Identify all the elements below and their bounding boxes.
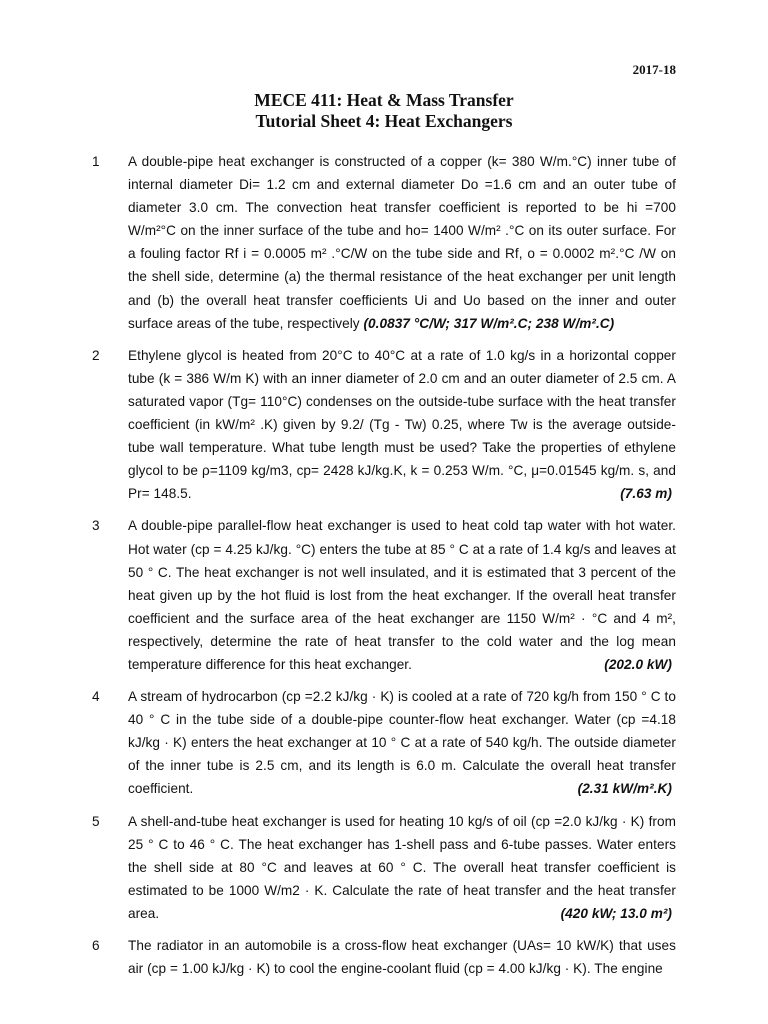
problem-number: 3 [92,518,100,534]
problem-answer: (202.0 kW) [604,656,672,672]
problem-number: 2 [92,347,100,363]
problem-text: A shell-and-tube heat exchanger is used for heating 10 kg/s of oil (cp =2.0 kJ/kg · K) from 25 ° C to 46 ° C. The heat exchanger has 1-shell pass and 6-tube passes. Water enters the shell side at 80 °C and leaves at 60 ° C. The overall heat transfer coefficient is estimated to be 1000 W/m2 · K. Calculate the rate of heat transfer and the heat transfer area. [128,813,676,921]
problem-answer: (7.63 m) [620,486,672,502]
problem-list [92,150,676,989]
document-title [0,90,768,132]
course-title: MECE 411: Heat & Mass Transfer [254,90,514,110]
problem-1 [92,150,676,335]
problem-4 [92,685,676,800]
problem-text: A stream of hydrocarbon (cp =2.2 kJ/kg · K) is cooled at a rate of 720 kg/h from 150 ° C to 40 ° C in the tube side of a double-pipe counter-flow heat exchanger. Water (cp =4.18 kJ/kg · K) enters the heat exchanger at 10 ° C at a rate of 540 kg/h. The outside diameter of the inner tube is 2.5 cm, and its length is 6.0 m. Calculate the overall heat transfer coefficient. [128,689,676,797]
problem-2 [92,344,676,506]
problem-text: The radiator in an automobile is a cross-flow heat exchanger (UAs= 10 kW/K) that uses air (cp = 1.00 kJ/kg · K) to cool the engine-coolant fluid (cp = 4.00 kJ/kg · K). The engine [128,938,676,977]
problem-answer: (0.0837 °C/W; 317 W/m².C; 238 W/m².C) [363,315,615,331]
problem-answer: (420 kW; 13.0 m²) [560,905,672,921]
problem-text: A double-pipe heat exchanger is constructed of a copper (k= 380 W/m.°C) inner tube of internal diameter Di= 1.2 cm and external diameter Do =1.6 cm and an outer tube of diameter 3.0 cm. The convection heat transfer coefficient is reported to be hi =700 W/m²°C on the inner surface of the tube and ho= 1400 W/m² .°C on its outer surface. For a fouling factor Rf i = 0.0005 m² .°C/W on the tube side and Rf, o = 0.0002 m².°C /W on the shell side, determine (a) the thermal resistance of the heat exchanger per unit length and (b) the overall heat transfer coefficients Ui and Uo based on the inner and outer surface areas of the tube, respectively [128,154,676,331]
problem-number: 4 [92,689,100,705]
problem-text: A double-pipe parallel-flow heat exchanger is used to heat cold tap water with hot water. Hot water (cp = 4.25 kJ/kg. °C) enters the tube at 85 ° C at a rate of 1.4 kg/s and leaves at 50 ° C. The heat exchanger is not well insulated, and it is estimated that 3 percent of the heat given up by the hot fluid is lost from the heat exchanger. If the overall heat transfer coefficient and the surface area of the heat exchanger are 1150 W/m² · °C and 4 m², respectively, determine the rate of heat transfer to the cold water and the log mean temperature difference for this heat exchanger. [128,518,676,672]
problem-answer: (2.31 kW/m².K) [577,781,672,797]
problem-number: 6 [92,938,100,953]
academic-year: 2017-18 [632,62,676,77]
problem-5 [92,810,676,925]
sheet-title: Tutorial Sheet 4: Heat Exchangers [255,111,513,131]
problem-text: Ethylene glycol is heated from 20°C to 40°C at a rate of 1.0 kg/s in a horizontal copper tube (k = 386 W/m K) with an inner diameter of 2.0 cm and an outer diameter of 2.5 cm. A saturated vapor (Tg= 110°C) condenses on the outside-tube surface with the heat transfer coefficient (in kW/m² .K) given by 9.2/ (Tg - Tw) 0.25, where Tw is the average outside-tube wall temperature. What tube length must be used? Take the properties of ethylene glycol to be ρ=1109 kg/m3, cp= 2428 kJ/kg.K, k = 0.253 W/m. °C, μ=0.01545 kg/m. s, and Pr= 148.5. [128,347,676,502]
problem-number: 5 [92,813,100,829]
problem-3 [92,514,676,676]
problem-6 [92,934,676,980]
problem-number: 1 [92,154,100,169]
